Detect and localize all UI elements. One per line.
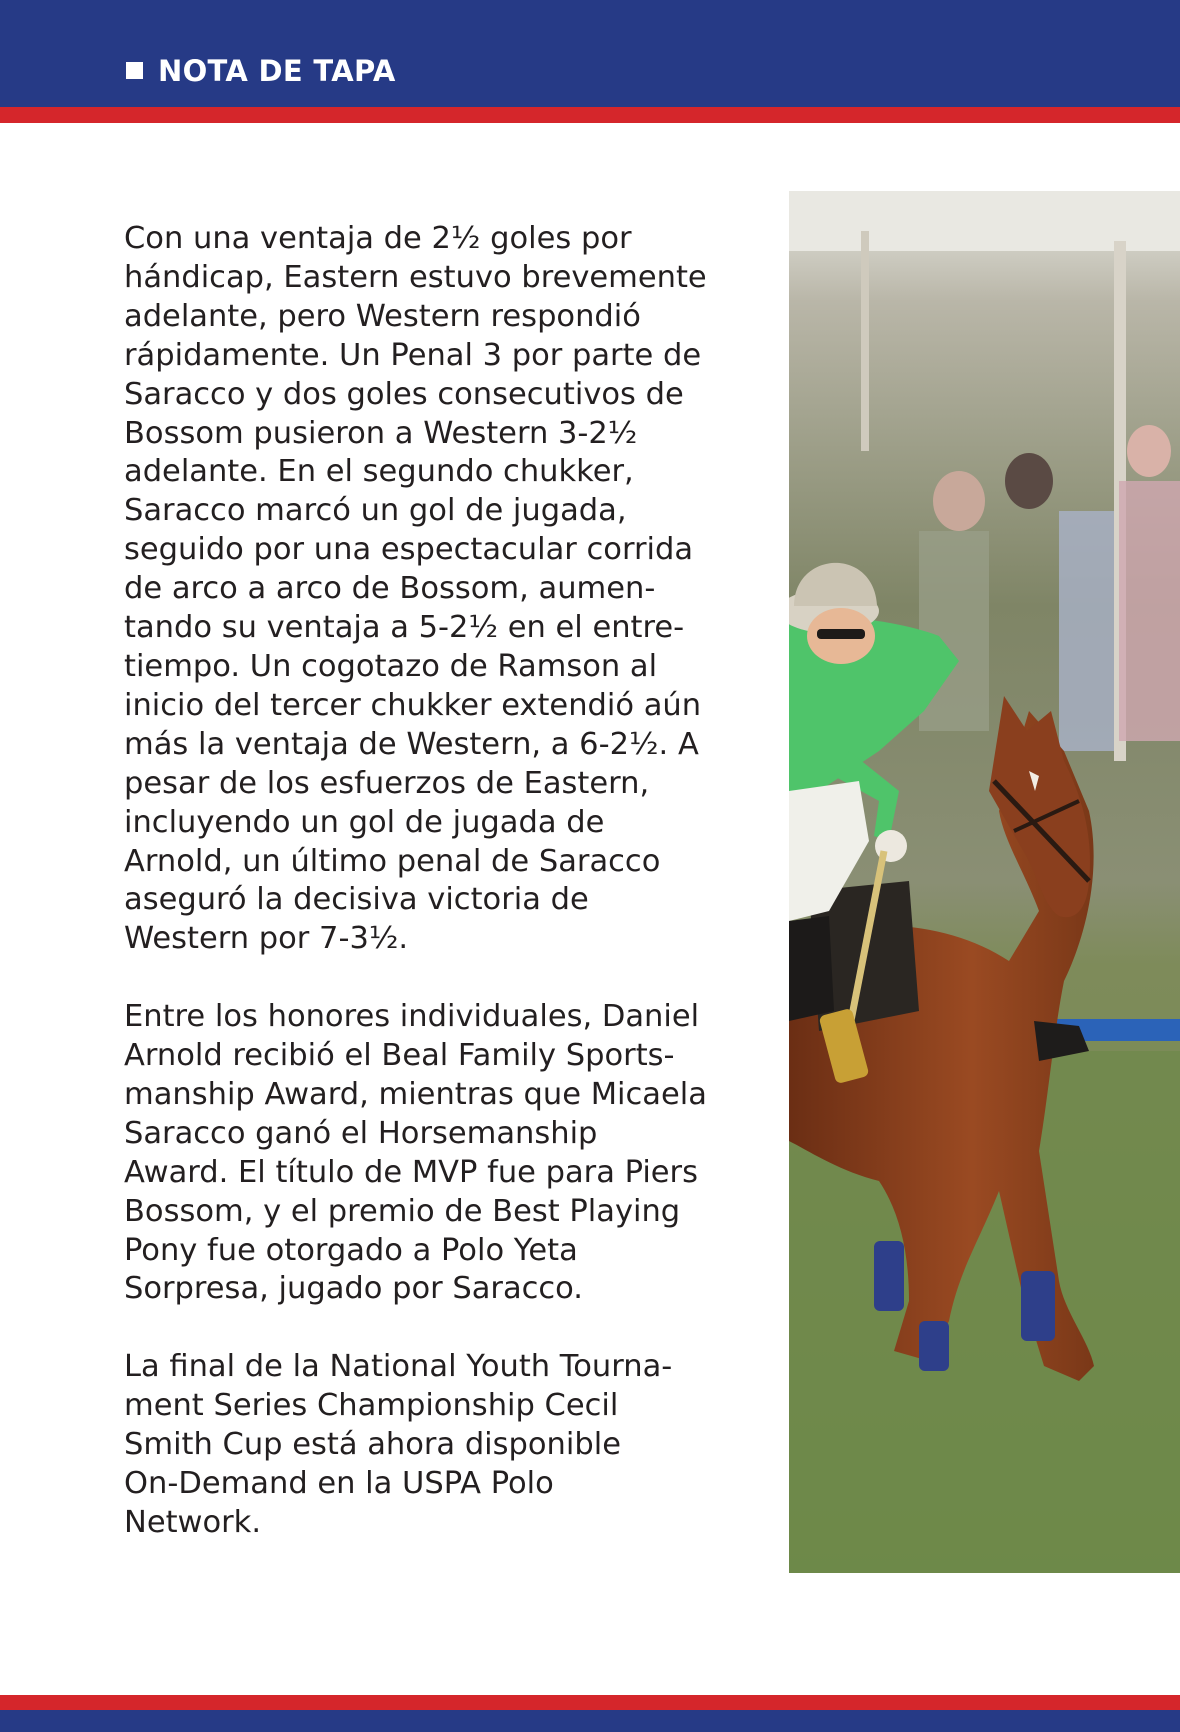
header-red-stripe [0,107,1180,123]
square-icon [126,62,143,79]
footer-red-stripe [0,1695,1180,1710]
footer-bar [0,1710,1180,1732]
article-body [124,220,724,1582]
section-label: NOTA DE TAPA [158,54,396,88]
article-paragraph-3: La final de la National Youth Tourna- ment Series Championship Cecil Smith Cup está ahora disponible On-Demand en la USPA Polo Network. [124,1349,673,1540]
header-bar [0,0,1180,107]
polo-photo [789,191,1180,1573]
article-paragraph-1: Con una ventaja de 2½ goles por hándicap, Eastern estuvo brevemente adelante, pero Western respondió rápidamente. Un Penal 3 por parte de Saracco y dos goles consecutivos de Bossom pusieron a Western 3-2½ adelante. En el segundo chukker, Saracco marcó un gol de jugada, seguido por una espectacular corrida de arco a arco de Bossom, aumen- tando su ventaja a 5-2½ en el entre- tiempo. Un cogotazo de Ramson al inicio del tercer chukker extendió aún más la ventaja de Western, a 6-2½. A pesar de los esfuerzos de Eastern, incluyendo un gol de jugada de Arnold, un último penal de Saracco aseguró la decisiva victoria de Western por 7-3½. [124,221,707,957]
article-paragraph-2: Entre los honores individuales, Daniel Arnold recibió el Beal Family Sports- manship Award, mientras que Micaela Saracco ganó el Horsemanship Award. El título de MVP fue para Piers Bossom, y el premio de Best Playing Pony fue otorgado a Polo Yeta Sorpresa, jugado por Saracco. [124,999,707,1307]
